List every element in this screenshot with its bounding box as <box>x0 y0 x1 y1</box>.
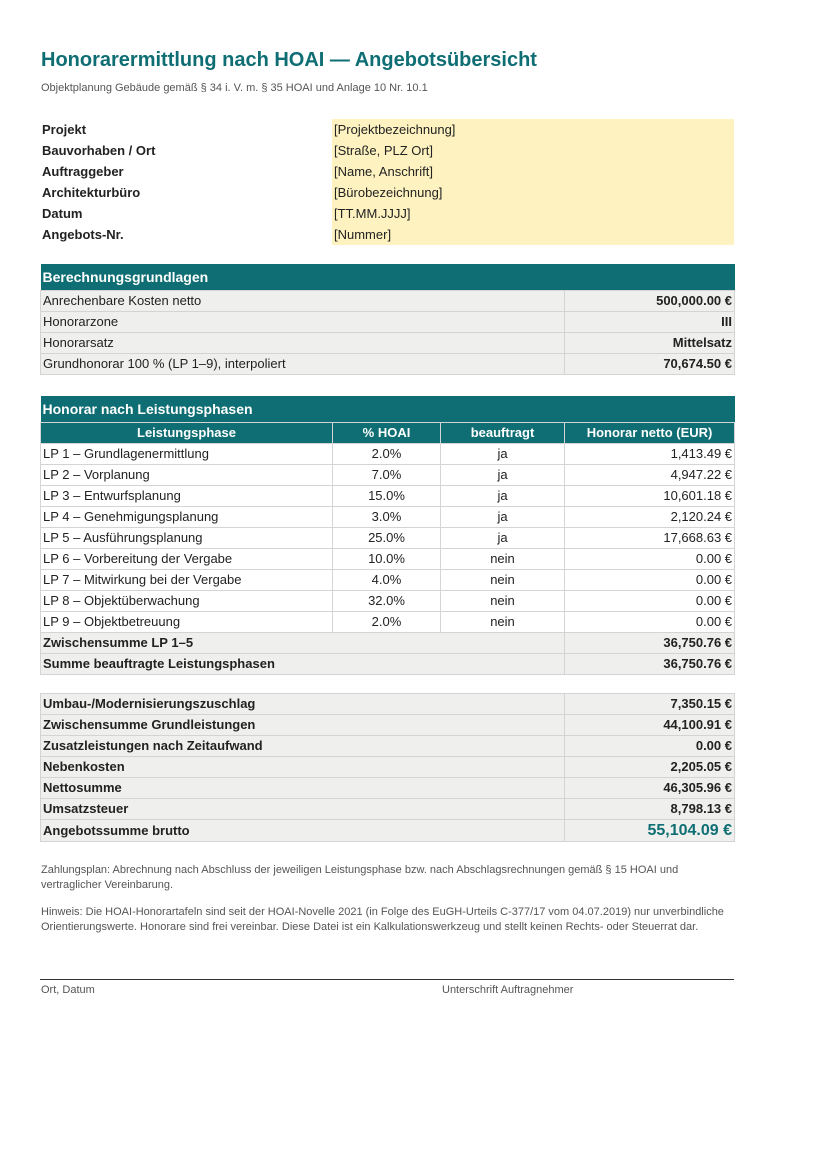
table-row <box>41 528 735 549</box>
info-label: Datum <box>42 205 83 221</box>
phase-commissioned: nein <box>441 591 565 612</box>
info-row-auftraggeber <box>40 161 734 182</box>
phase-name: LP 3 – Entwurfsplanung <box>41 486 333 507</box>
subtotal-row <box>41 654 735 675</box>
gross-total-value: 55,104.09 € <box>565 820 735 842</box>
phase-name: LP 2 – Vorplanung <box>41 465 333 486</box>
phase-percent: 3.0% <box>333 507 441 528</box>
table-row <box>41 549 735 570</box>
phase-percent: 2.0% <box>333 444 441 465</box>
calculation-basis-table <box>40 264 735 375</box>
phase-percent: 4.0% <box>333 570 441 591</box>
table-row <box>41 312 735 333</box>
summary-value: 44,100.91 € <box>565 715 735 736</box>
column-header: Leistungsphase <box>41 423 333 444</box>
phase-name: LP 1 – Grundlagenermittlung <box>41 444 333 465</box>
phase-commissioned: nein <box>441 612 565 633</box>
summary-label: Nebenkosten <box>41 757 565 778</box>
phase-fee: 10,601.18 € <box>565 486 735 507</box>
info-value-projekt[interactable]: [Projektbezeichnung] <box>332 119 734 140</box>
phase-commissioned: ja <box>441 465 565 486</box>
info-row-projekt <box>40 119 734 140</box>
subtotal-label: Zwischensumme LP 1–5 <box>41 633 565 654</box>
row-value: Mittelsatz <box>565 333 735 354</box>
place-date-label: Ort, Datum <box>41 984 95 996</box>
phase-name: LP 6 – Vorbereitung der Vergabe <box>41 549 333 570</box>
phase-percent: 25.0% <box>333 528 441 549</box>
phase-commissioned: nein <box>441 570 565 591</box>
table-row <box>41 291 735 312</box>
summary-value: 0.00 € <box>565 736 735 757</box>
phase-commissioned: ja <box>441 507 565 528</box>
column-header-row <box>41 423 735 444</box>
info-value-architekturbuero[interactable]: [Bürobezeichnung] <box>332 182 734 203</box>
phase-commissioned: ja <box>441 528 565 549</box>
table-row <box>41 333 735 354</box>
info-row-datum <box>40 203 734 224</box>
phase-commissioned: nein <box>441 549 565 570</box>
phase-percent: 15.0% <box>333 486 441 507</box>
summary-row <box>41 799 735 820</box>
section-heading-grundlagen: Berechnungsgrundlagen <box>41 264 735 291</box>
phase-percent: 32.0% <box>333 591 441 612</box>
info-row-angebotsnr <box>40 224 734 245</box>
summary-label: Zwischensumme Grundleistungen <box>41 715 565 736</box>
section-heading-phasen: Honorar nach Leistungsphasen <box>41 396 735 423</box>
gross-total-row <box>41 820 735 842</box>
subtotal-label: Summe beauftragte Leistungsphasen <box>41 654 565 675</box>
info-label: Projekt <box>42 121 87 137</box>
phase-name: LP 4 – Genehmigungsplanung <box>41 507 333 528</box>
row-label: Grundhonorar 100 % (LP 1–9), interpoliert <box>41 354 565 375</box>
table-row <box>41 354 735 375</box>
phase-percent: 7.0% <box>333 465 441 486</box>
phase-commissioned: ja <box>441 486 565 507</box>
summary-value: 2,205.05 € <box>565 757 735 778</box>
row-value: 500,000.00 € <box>565 291 735 312</box>
phase-fee: 2,120.24 € <box>565 507 735 528</box>
summary-row <box>41 778 735 799</box>
phase-fee: 0.00 € <box>565 549 735 570</box>
summary-label: Nettosumme <box>41 778 565 799</box>
row-label: Honorarzone <box>41 312 565 333</box>
column-header: % HOAI <box>333 423 441 444</box>
info-label: Architekturbüro <box>42 184 141 200</box>
summary-row <box>41 736 735 757</box>
signature-line <box>40 979 734 980</box>
phase-commissioned: ja <box>441 444 565 465</box>
gross-total-label: Angebotssumme brutto <box>41 820 565 842</box>
table-row <box>41 570 735 591</box>
table-row <box>41 486 735 507</box>
summary-label: Zusatzleistungen nach Zeitaufwand <box>41 736 565 757</box>
table-row <box>41 465 735 486</box>
phase-name: LP 8 – Objektüberwachung <box>41 591 333 612</box>
phase-percent: 2.0% <box>333 612 441 633</box>
table-row <box>41 612 735 633</box>
phase-fee: 1,413.49 € <box>565 444 735 465</box>
row-label: Anrechenbare Kosten netto <box>41 291 565 312</box>
phase-name: LP 5 – Ausführungsplanung <box>41 528 333 549</box>
project-info-table <box>40 119 734 245</box>
column-header: Honorar netto (EUR) <box>565 423 735 444</box>
table-row <box>41 444 735 465</box>
summary-row <box>41 757 735 778</box>
table-row <box>41 507 735 528</box>
info-value-auftraggeber[interactable]: [Name, Anschrift] <box>332 161 734 182</box>
row-label: Honorarsatz <box>41 333 565 354</box>
row-value: 70,674.50 € <box>565 354 735 375</box>
subtotal-value: 36,750.76 € <box>565 654 735 675</box>
phase-fee: 0.00 € <box>565 591 735 612</box>
phase-fee: 4,947.22 € <box>565 465 735 486</box>
row-value: III <box>565 312 735 333</box>
summary-table <box>40 693 735 842</box>
summary-value: 8,798.13 € <box>565 799 735 820</box>
info-label: Angebots-Nr. <box>42 226 124 242</box>
summary-row <box>41 694 735 715</box>
table-row <box>41 591 735 612</box>
info-label: Auftraggeber <box>42 163 124 179</box>
payment-plan-note: Zahlungsplan: Abrechnung nach Abschluss der jeweiligen Leistungsphase bzw. nach Abschlagsrechnungen gemäß § 15 HOAI und vertraglicher Vereinbarung. <box>41 864 679 891</box>
summary-label: Umbau-/Modernisierungszuschlag <box>41 694 565 715</box>
info-value-bauvorhaben[interactable]: [Straße, PLZ Ort] <box>332 140 734 161</box>
phase-name: LP 7 – Mitwirkung bei der Vergabe <box>41 570 333 591</box>
info-label: Bauvorhaben / Ort <box>42 142 156 158</box>
subtotal-value: 36,750.76 € <box>565 633 735 654</box>
phase-fee: 0.00 € <box>565 612 735 633</box>
summary-label: Umsatzsteuer <box>41 799 565 820</box>
contractor-signature-label: Unterschrift Auftragnehmer <box>442 984 574 996</box>
info-row-bauvorhaben <box>40 140 734 161</box>
subtotal-row <box>41 633 735 654</box>
summary-row <box>41 715 735 736</box>
phase-percent: 10.0% <box>333 549 441 570</box>
info-value-datum[interactable]: [TT.MM.JJJJ] <box>332 203 734 224</box>
phase-name: LP 9 – Objektbetreuung <box>41 612 333 633</box>
page-title: Honorarermittlung nach HOAI — Angebotsübersicht <box>41 49 537 71</box>
summary-value: 7,350.15 € <box>565 694 735 715</box>
info-row-architekturbuero <box>40 182 734 203</box>
phase-fee: 0.00 € <box>565 570 735 591</box>
phases-table <box>40 396 735 675</box>
column-header: beauftragt <box>441 423 565 444</box>
info-value-angebotsnr[interactable]: [Nummer] <box>332 224 734 245</box>
disclaimer-note: Hinweis: Die HOAI-Honorartafeln sind seit der HOAI-Novelle 2021 (in Folge des EuGH-Urteils C-377/17 vom 04.07.2019) nur unverbindliche Orientierungswerte. Honorare sind frei vereinbar. Diese Datei ist ein Kalkulationswerkzeug und stellt keinen Rechts- oder Steuerrat dar. <box>41 906 724 933</box>
page-subtitle: Objektplanung Gebäude gemäß § 34 i. V. m. § 35 HOAI und Anlage 10 Nr. 10.1 <box>41 82 428 94</box>
phase-fee: 17,668.63 € <box>565 528 735 549</box>
summary-value: 46,305.96 € <box>565 778 735 799</box>
